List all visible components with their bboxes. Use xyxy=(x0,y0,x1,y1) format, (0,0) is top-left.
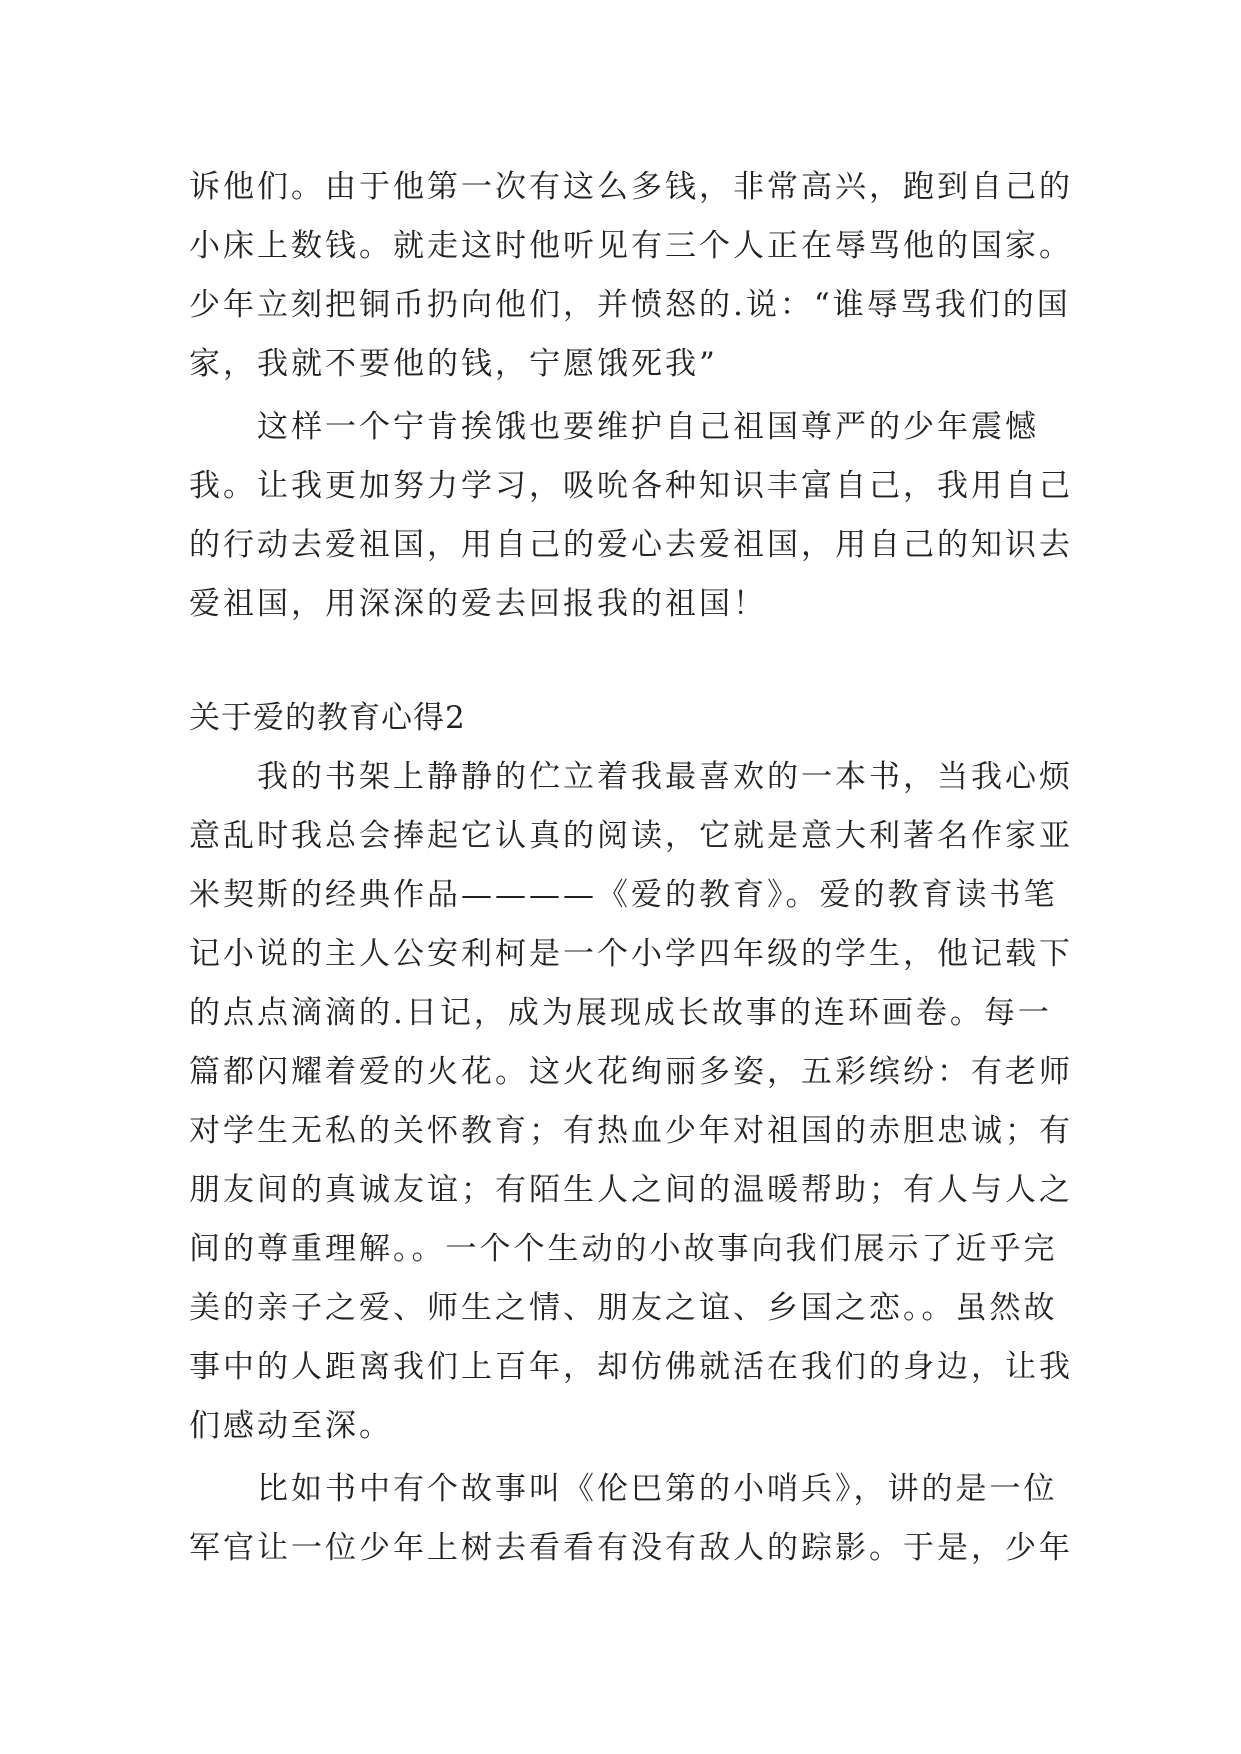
text-line: 记小说的主人公安利柯是一个小学四年级的学生，他记载下 xyxy=(189,936,1073,972)
paragraph-3 xyxy=(189,748,1073,1456)
text-line: 小床上数钱。就走这时他听见有三个人正在辱骂他的国家。 xyxy=(189,228,1073,264)
text-line: 我的书架上静静的伫立着我最喜欢的一本书，当我心烦 xyxy=(257,759,1073,795)
text-line: 比如书中有个故事叫《伦巴第的小哨兵》，讲的是一位 xyxy=(257,1471,1058,1507)
text-line: 朋友间的真诚友谊；有陌生人之间的温暖帮助；有人与人之 xyxy=(189,1172,1073,1208)
text-line: 的行动去爱祖国，用自己的爱心去爱祖国，用自己的知识去 xyxy=(189,527,1073,563)
text-line: 少年立刻把铜币扔向他们，并愤怒的.说：“谁辱骂我们的国 xyxy=(189,287,1071,323)
text-line: 诉他们。由于他第一次有这么多钱，非常高兴，跑到自己的 xyxy=(189,169,1073,205)
text-line: 爱祖国，用深深的爱去回报我的祖国！ xyxy=(189,586,767,622)
paragraph-2 xyxy=(189,398,1073,634)
text-line: 米契斯的经典作品————《爱的教育》。爱的教育读书笔 xyxy=(189,877,1058,913)
text-line: 们感动至深。 xyxy=(189,1408,393,1444)
text-line: 对学生无私的关怀教育；有热血少年对祖国的赤胆忠诚；有 xyxy=(189,1113,1073,1149)
paragraph-4 xyxy=(189,1460,1073,1578)
section-heading: 关于爱的教育心得2 xyxy=(189,700,466,736)
text-line: 美的亲子之爱、师生之情、朋友之谊、乡国之恋。。虽然故 xyxy=(189,1290,1058,1326)
text-line: 事中的人距离我们上百年，却仿佛就活在我们的身边，让我 xyxy=(189,1349,1073,1385)
paragraph-1 xyxy=(189,158,1073,394)
text-line: 这样一个宁肯挨饿也要维护自己祖国尊严的少年震憾 xyxy=(257,409,1039,445)
text-line: 家，我就不要他的钱，宁愿饿死我” xyxy=(189,346,718,382)
text-line: 篇都闪耀着爱的火花。这火花绚丽多姿，五彩缤纷：有老师 xyxy=(189,1054,1073,1090)
document-body xyxy=(189,158,1073,1578)
text-line: 军官让一位少年上树去看看有没有敌人的踪影。于是，少年 xyxy=(189,1530,1073,1566)
text-line: 间的尊重理解。。一个个生动的小故事向我们展示了近乎完 xyxy=(189,1231,1058,1267)
text-line: 意乱时我总会捧起它认真的阅读，它就是意大利著名作家亚 xyxy=(189,818,1073,854)
text-line: 我。让我更加努力学习，吸吮各种知识丰富自己，我用自己 xyxy=(189,468,1073,504)
text-line: 的点点滴滴的.日记，成为展现成长故事的连环画卷。每一 xyxy=(189,995,1052,1031)
